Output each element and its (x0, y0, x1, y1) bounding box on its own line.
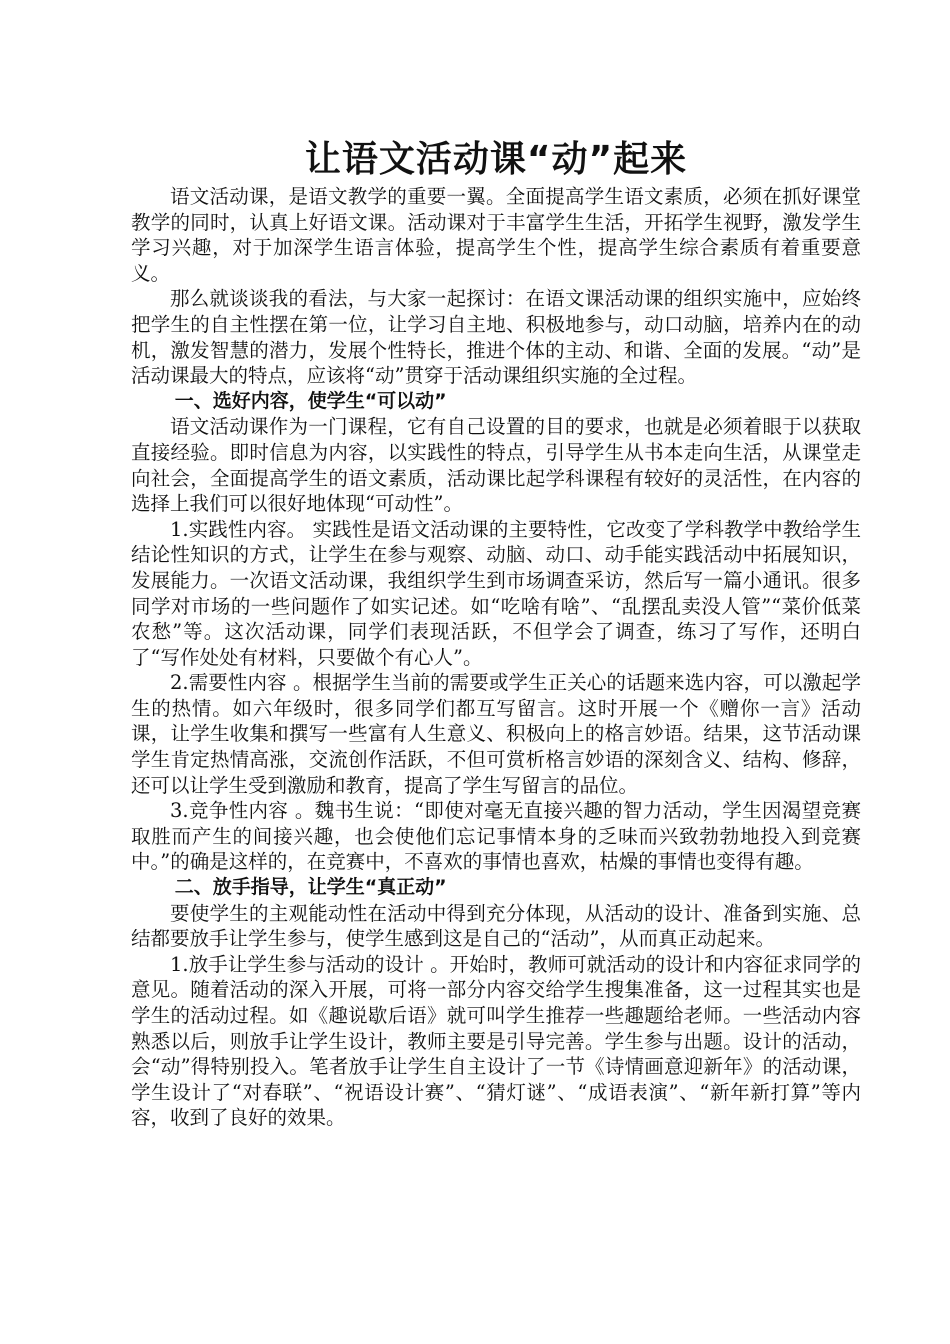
section-1-item-3: 3.竞争性内容 。魏书生说：“即使对毫无直接兴趣的智力活动，学生因渴望竞赛取胜而产生的间接兴趣，也会使他们忘记事情本身的乏味而兴致勃勃地投入到竞赛中。”的确是这样的，在竞赛中，不喜欢的事情也喜欢，枯燥的事情也变得有趣。 (131, 799, 861, 874)
section-1-intro: 语文活动课作为一门课程，它有自己设置的目的要求，也就是必须着眼于以获取直接经验。即时信息为内容，以实践性的特点，引导学生从书本走向生活，从课堂走向社会，全面提高学生的语文素质，活动课比起学科课程有较好的灵活性，在内容的选择上我们可以很好地体现“可动性”。 (131, 415, 861, 516)
section-2-item-1: 1.放手让学生参与活动的设计 。开始时，教师可就活动的设计和内容征求同学的意见。随着活动的深入开展，可将一部分内容交给学生搜集准备，这一过程其实也是学生的活动过程。如《趣说歇后语》就可叫学生推荐一些趣题给老师。一些活动内容熟悉以后，则放手让学生设计，教师主要是引导完善。学生参与出题。设计的活动，会“动”得特别投入。笔者放手让学生自主设计了一节《诗情画意迎新年》的活动课，学生设计了“对春联”、“祝语设计赛”、“猜灯谜”、“成语表演”、“新年新打算”等内容，收到了良好的效果。 (131, 952, 861, 1130)
section-2-intro: 要使学生的主观能动性在活动中得到充分体现，从活动的设计、准备到实施、总结都要放手让学生参与，使学生感到这是自己的“活动”，从而真正动起来。 (131, 901, 861, 951)
document-page (131, 136, 861, 1131)
intro-paragraph-2: 那么就谈谈我的看法，与大家一起探讨：在语文课活动课的组织实施中，应始终把学生的自主性摆在第一位，让学习自主地、积极地参与，动口动脑，培养内在的动机，激发智慧的潜力，发展个性特长，推进个体的主动、和谐、全面的发展。“动”是活动课最大的特点，应该将“动”贯穿于活动课组织实施的全过程。 (131, 287, 861, 388)
section-1-item-2: 2.需要性内容 。根据学生当前的需要或学生正关心的话题来选内容，可以激起学生的热情。如六年级时，很多同学们都互写留言。这时开展一个《赠你一言》活动课，让学生收集和撰写一些富有人生意义、积极向上的格言妙语。结果，这节活动课学生肯定热情高涨，交流创作活跃，不但可赏析格言妙语的深刻含义、结构、修辞，还可以让学生受到激励和教育，提高了学生写留言的品位。 (131, 671, 861, 797)
section-1-heading: 一、选好内容，使学生“可以动” (174, 389, 447, 412)
section-2-heading: 二、放手指导，让学生“真正动” (174, 876, 447, 899)
document-title: 让语文活动课“动”起来 (304, 139, 688, 180)
section-1-item-1: 1.实践性内容。 实践性是语文活动课的主要特性，它改变了学科教学中教给学生结论性知识的方式，让学生在参与观察、动脑、动口、动手能实践活动中拓展知识，发展能力。一次语文活动课，我组织学生到市场调查采访，然后写一篇小通讯。很多同学对市场的一些问题作了如实记述。如“吃啥有啥”、“乱摆乱卖没人管”“菜价低菜农愁”等。这次活动课，同学们表现活跃，不但学会了调查，练习了写作，还明白了“写作处处有材料，只要做个有心人”。 (131, 517, 861, 669)
intro-paragraph-1: 语文活动课，是语文教学的重要一翼。全面提高学生语文素质，必须在抓好课堂教学的同时，认真上好语文课。活动课对于丰富学生生活，开拓学生视野，激发学生学习兴趣，对于加深学生语言体验，提高学生个性，提高学生综合素质有着重要意义。 (131, 185, 861, 285)
